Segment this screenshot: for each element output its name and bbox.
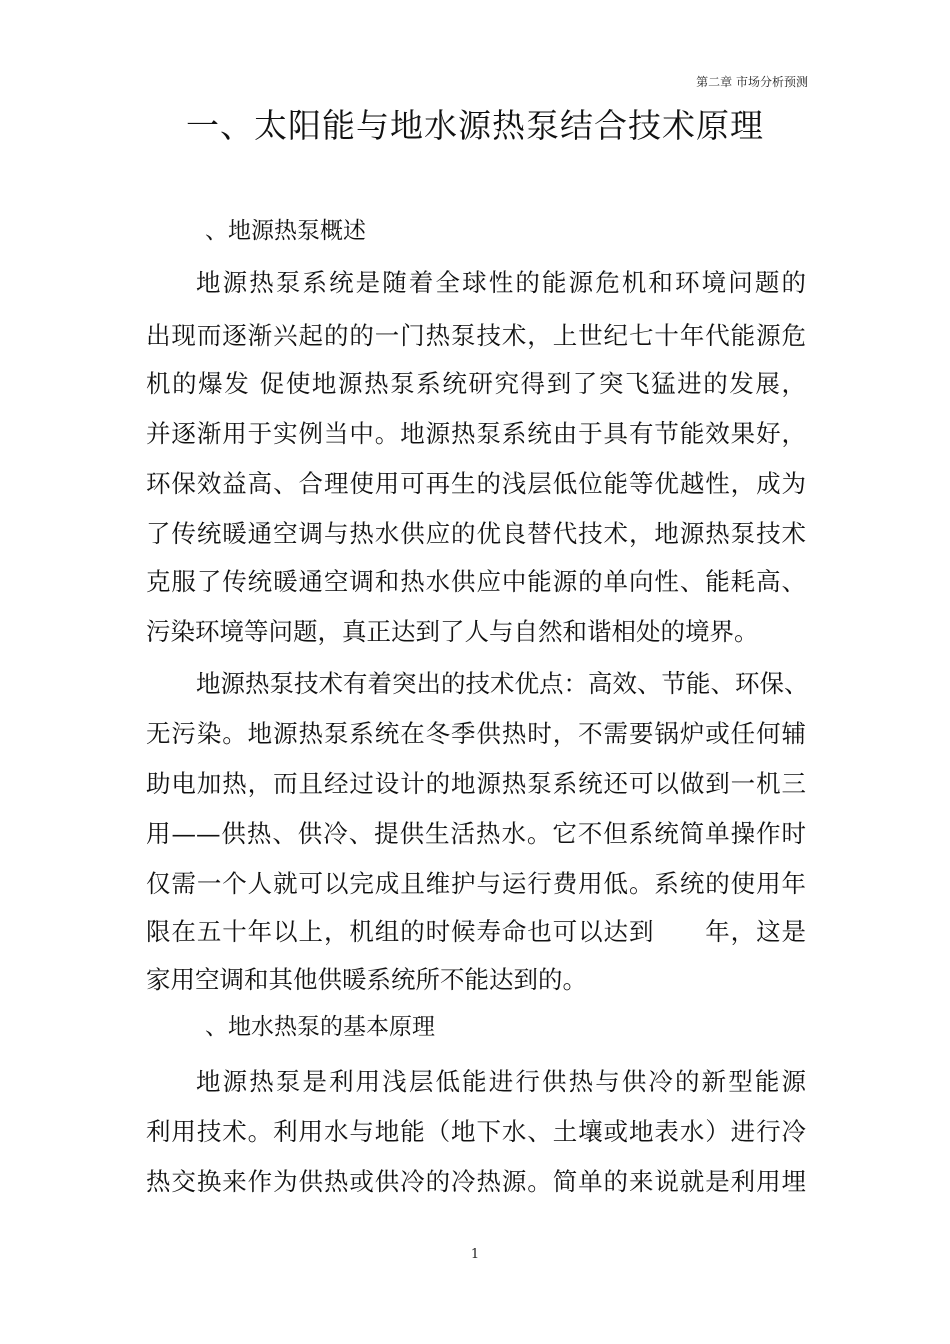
- paragraph-line: 克服了传统暖通空调和热水供应中能源的单向性、能耗高、: [146, 567, 806, 596]
- paragraph-line: 助电加热，而且经过设计的地源热泵系统还可以做到一机三: [146, 769, 806, 798]
- paragraph-line: 家用空调和其他供暖系统所不能达到的。: [146, 965, 587, 994]
- paragraph-line: 热交换来作为供热或供冷的冷热源。简单的来说就是利用埋: [146, 1167, 806, 1196]
- paragraph-line: 地源热泵技术有着突出的技术优点：高效、节能、环保、: [196, 669, 809, 698]
- paragraph-line: 仅需一个人就可以完成且维护与运行费用低。系统的使用年: [146, 869, 806, 898]
- paragraph-line: 地源热泵系统是随着全球性的能源危机和环境问题的: [196, 268, 806, 297]
- paragraph-line: 地源热泵是利用浅层低能进行供热与供冷的新型能源: [196, 1067, 806, 1096]
- section-heading-principle: 、地水热泵的基本原理: [205, 1014, 435, 1040]
- paragraph-line: 无污染。地源热泵系统在冬季供热时，不需要锅炉或任何辅: [146, 719, 806, 748]
- paragraph-line: 利用技术。利用水与地能（地下水、土壤或地表水）进行冷: [146, 1117, 806, 1146]
- paragraph-line: 出现而逐渐兴起的的一门热泵技术，上世纪七十年代能源危: [146, 321, 806, 350]
- paragraph-line: 了传统暖通空调与热水供应的优良替代技术，地源热泵技术: [146, 519, 806, 548]
- paragraph-line: 污染环境等问题，真正达到了人与自然和谐相处的境界。: [146, 617, 759, 646]
- paragraph-line: 限在五十年以上，机组的时候寿命也可以达到 年，这是: [146, 917, 806, 946]
- paragraph-line: 机的爆发 促使地源热泵系统研究得到了突飞猛进的发展，: [146, 369, 806, 398]
- document-title: 一、太阳能与地水源热泵结合技术原理: [186, 106, 764, 145]
- running-header: 第二章 市场分析预测: [696, 75, 808, 89]
- paragraph-line: 并逐渐用于实例当中。地源热泵系统由于具有节能效果好，: [146, 419, 806, 448]
- section-heading-overview: 、地源热泵概述: [205, 218, 366, 244]
- page-number: 1: [470, 1247, 480, 1262]
- paragraph-line: 环保效益高、合理使用可再生的浅层低位能等优越性，成为: [146, 469, 806, 498]
- paragraph-line: 用——供热、供冷、提供生活热水。它不但系统简单操作时: [146, 819, 806, 848]
